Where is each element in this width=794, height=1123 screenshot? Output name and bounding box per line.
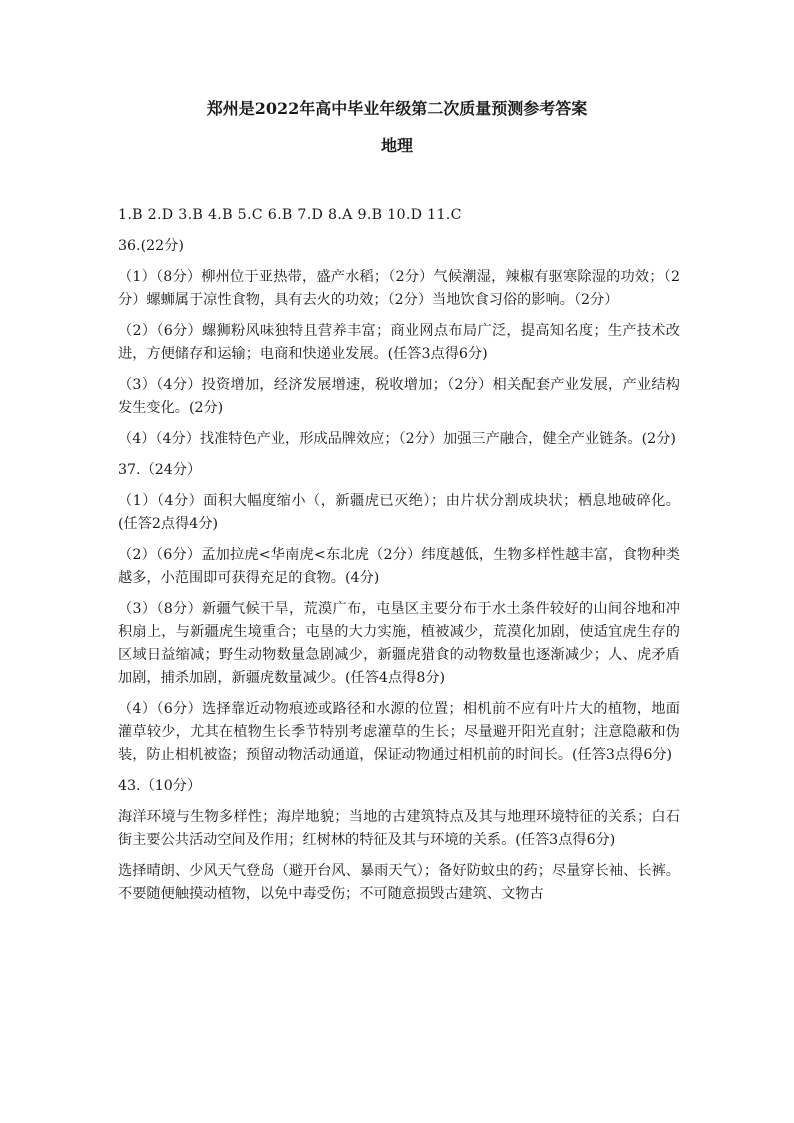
subject-title: 地理 bbox=[380, 136, 413, 155]
q36-part1-answer: （1）（8分）柳州位于亚热带，盛产水稻；（2分）气候潮湿，辣椒有驱寒除湿的功效；（2分）螺蛳属于凉性食物，具有去火的功效；（2分）当地饮食习俗的影响。（2分） bbox=[118, 269, 680, 308]
document-title: 郑州是2022年高中毕业年级第二次质量预测参考答案 bbox=[206, 99, 588, 118]
question-36-heading: 36.(22分) bbox=[118, 238, 184, 254]
q36-part2-answer: （2）（6分）螺狮粉风味独特且营养丰富；商业网点布局广泛，提高知名度；生产技术改进，方便储存和运输；电商和快递业发展。(任答3点得6分) bbox=[118, 323, 680, 362]
question-43-heading: 43.（10分） bbox=[118, 778, 202, 794]
q43-paragraph2: 选择晴朗、少风天气登岛（避开台风、暴雨天气）；备好防蚊虫的药；尽量穿长袖、长裤。不要随便触摸动植物，以免中毒受伤；不可随意损毁古建筑、文物古 bbox=[118, 863, 680, 902]
q36-part3-answer: （3）（4分）投资增加，经济发展增速，税收增加；（2分）相关配套产业发展，产业结构发生变化。(2分) bbox=[118, 377, 680, 416]
q37-part4-answer: （4）（6分）选择靠近动物痕迹或路径和水源的位置；相机前不应有叶片大的植物，地面灌草较少，尤其在植物生长季节特别考虑灌草的生长；尽量避开阳光直射；注意隐蔽和伪装，防止相机被盗；预留动物活动通道，保证动物通过相机前的时间长。(任答3点得6分) bbox=[118, 701, 680, 763]
q37-part1-answer: （1）（4分）面积大幅度缩小（，新疆虎已灭绝）；由片状分割成块状；栖息地破碎化。(任答2点得4分) bbox=[118, 493, 680, 532]
q37-part2-answer: （2）（6分）孟加拉虎<华南虎<东北虎（2分）纬度越低，生物多样性越丰富，食物种类越多，小范围即可获得充足的食物。(4分) bbox=[118, 547, 680, 586]
q36-part4-answer: （4）（4分）找准特色产业，形成品牌效应；（2分）加强三产融合，健全产业链条。(2分) bbox=[118, 431, 676, 447]
q37-part3-answer: （3）（8分）新疆气候干旱，荒漠广布，屯垦区主要分布于水土条件较好的山间谷地和冲积扇上，与新疆虎生境重合；屯垦的大力实施，植被减少，荒漠化加剧，使适宜虎生存的区域日益缩减；野生动物数量急剧减少，新疆虎猎食的动物数量也逐渐减少；人、虎矛盾加剧，捕杀加剧，新疆虎数量减少。(任答4点得8分) bbox=[118, 601, 680, 686]
answer-body bbox=[118, 204, 680, 914]
question-37-heading: 37.（24分） bbox=[118, 462, 202, 478]
multiple-choice-answers: 1.B 2.D 3.B 4.B 5.C 6.B 7.D 8.A 9.B 10.D 11.C bbox=[118, 207, 462, 223]
q43-paragraph1: 海洋环境与生物多样性；海岸地貌；当地的古建筑特点及其与地理环境特征的关系；白石街主要公共活动空间及作用；红树林的特征及其与环境的关系。(任答3点得6分) bbox=[118, 809, 680, 848]
